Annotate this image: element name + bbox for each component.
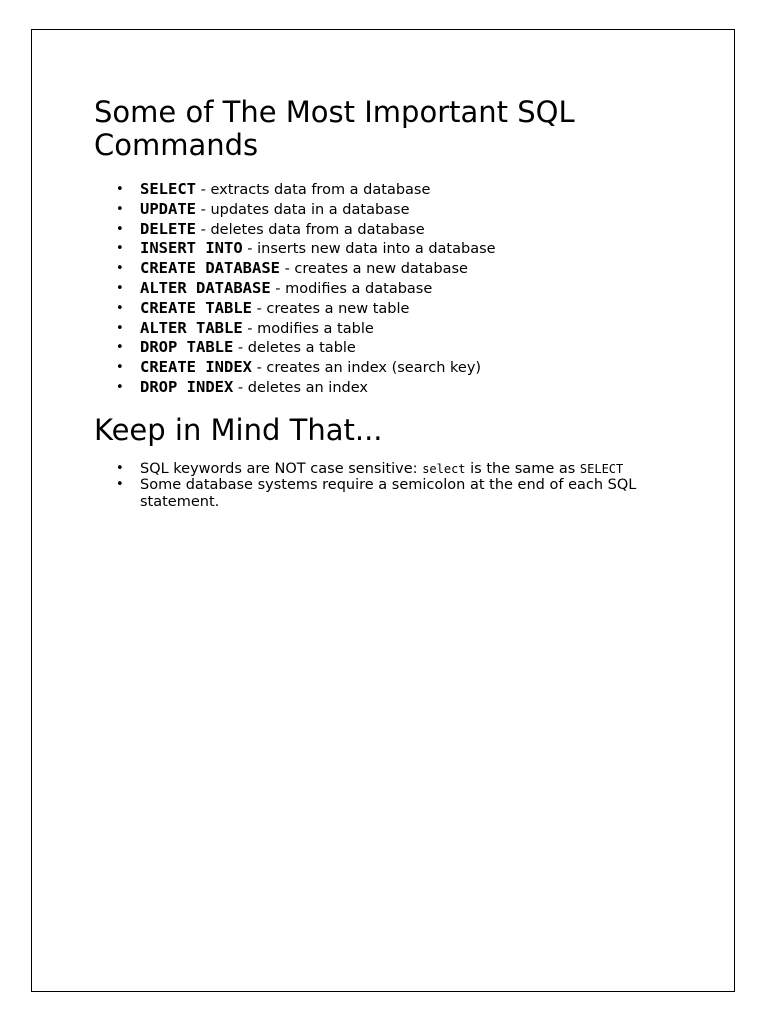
list-item	[94, 180, 674, 200]
bullet-icon: •	[116, 201, 124, 217]
document-page	[31, 29, 735, 992]
note-text: is the same as	[465, 460, 580, 477]
bullet-icon: •	[116, 340, 124, 356]
sql-keyword: DROP TABLE	[140, 338, 234, 357]
list-item	[94, 319, 674, 339]
command-description: - modifies a table	[242, 320, 374, 337]
note-text: SQL keywords are NOT case sensitive:	[140, 460, 423, 477]
bullet-icon: •	[116, 460, 124, 476]
bullet-icon: •	[116, 360, 124, 376]
keep-in-mind-section	[94, 414, 674, 511]
command-description: - deletes an index	[233, 379, 368, 396]
sql-keyword: DELETE	[140, 219, 196, 238]
sql-keyword: ALTER DATABASE	[140, 278, 271, 297]
list-item	[94, 239, 674, 259]
bullet-icon: •	[116, 221, 124, 237]
sql-keyword: ALTER TABLE	[140, 318, 243, 337]
command-description: - creates an index (search key)	[251, 360, 482, 377]
bullet-icon: •	[116, 261, 124, 277]
bullet-icon: •	[116, 182, 124, 197]
command-description: - creates a new table	[251, 300, 410, 317]
note-text: Some database systems require a semicolon at the end of each SQL statement.	[140, 477, 637, 510]
sql-keyword: UPDATE	[140, 199, 196, 218]
list-item	[94, 461, 674, 478]
notes-list	[94, 461, 674, 511]
sql-keyword: CREATE INDEX	[140, 358, 252, 377]
command-description: - updates data in a database	[196, 201, 410, 218]
document-content	[94, 96, 674, 510]
command-description: - deletes a table	[233, 340, 356, 357]
sql-keyword: INSERT INTO	[140, 239, 243, 258]
bullet-icon: •	[116, 477, 124, 493]
sql-keyword: SELECT	[140, 180, 196, 198]
bullet-icon: •	[116, 379, 124, 395]
command-description: - creates a new database	[279, 261, 468, 278]
list-item	[94, 279, 674, 299]
list-item	[94, 338, 674, 358]
sql-command-list	[94, 180, 674, 398]
list-item	[94, 299, 674, 319]
list-item	[94, 259, 674, 279]
command-description: - deletes data from a database	[196, 221, 425, 238]
command-description: - extracts data from a database	[196, 182, 431, 198]
list-item	[94, 220, 674, 240]
sql-keyword: CREATE TABLE	[140, 298, 252, 317]
inline-code: select	[422, 461, 466, 476]
list-item	[94, 200, 674, 220]
heading-keep-in-mind: Keep in Mind That...	[94, 412, 383, 447]
inline-code: SELECT	[579, 461, 624, 476]
sql-keyword: CREATE DATABASE	[140, 259, 280, 278]
bullet-icon: •	[116, 241, 124, 257]
bullet-icon: •	[116, 320, 124, 336]
heading-important-sql-commands: Some of The Most Important SQL Commands	[94, 95, 575, 162]
list-item	[94, 477, 674, 510]
list-item	[94, 358, 674, 378]
command-description: - inserts new data into a database	[242, 241, 496, 258]
command-description: - modifies a database	[270, 280, 433, 297]
bullet-icon: •	[116, 280, 124, 296]
sql-keyword: DROP INDEX	[140, 377, 234, 396]
bullet-icon: •	[116, 300, 124, 316]
list-item	[94, 378, 674, 398]
